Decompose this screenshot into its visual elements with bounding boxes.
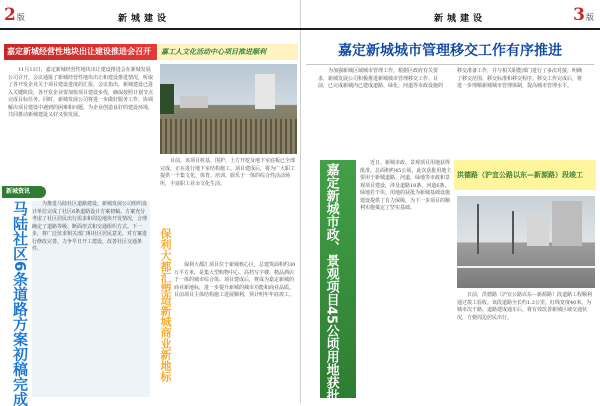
community-headline: 马陆社区6条道路方案初稿完成 — [11, 201, 29, 406]
road-headline: 洪德路（沪宜公路以东—新源路）段竣工 — [457, 171, 583, 179]
news-badge-label: 新城资讯 — [6, 188, 31, 195]
photo-rebar — [160, 119, 297, 154]
side-headline: 嘉定新城市政、景观项目45公顷用地获批 — [323, 163, 339, 403]
masthead: 新城建设 — [434, 14, 487, 24]
culture-headline-bar — [158, 44, 298, 60]
road-article-body: 日前，洪德路（沪宜公路以东—新源路）段道路工程顺利通过竣工验收。该段道路全长约1.2公里，红线宽度40米，为城市次干路。道路建成通车后，将有效改善新城区域交通状况，方便周边居民出行。 — [457, 292, 593, 321]
lead-headline: 嘉定新城经营性地块出让建设推进会召开 — [7, 47, 151, 56]
photo-building — [552, 201, 582, 246]
feature-headline: 保利大都汇塑造新城商业新地标 — [159, 228, 172, 382]
feature-article-body: 保利大都汇项目位于新城核心区，总建筑面积约30万平方米，是集大型购物中心、高档写字楼、精品酒店于一体的城市综合体。项目建成后，将成为嘉定新城的商业新地标，进一步提升新城的城市功能和商业品质。目前项目主体结构施工进展顺利，预计明年年底竣工。 — [174, 262, 296, 298]
photo-building — [527, 216, 549, 246]
lead-headline: 嘉定新城城市管理移交工作有序推进 — [338, 43, 562, 59]
culture-headline: 嘉工人文化活动中心项目推进顺利 — [161, 48, 266, 56]
lead-divider — [306, 64, 594, 65]
photo-street-lamp — [477, 204, 479, 254]
side-article-body: 近日，新城市政、景观项目用地获得批准，总面积约45公顷。此次获批用地主要用于新城道路、河道、绿地等市政和景观项目建设，涉及道路18条、河道6条、绿地若干块。用地的获批为新城基础设施建设提供了有力保障，为下一步项目的顺利实施奠定了坚实基础。 — [360, 160, 452, 211]
road-photo — [457, 196, 595, 288]
photo-street-lamp — [512, 211, 514, 254]
masthead: 新城建设 — [118, 14, 171, 24]
right-page — [300, 0, 600, 403]
culture-article-body: 目前，该项目桩基、围护、土方开挖及地下室底板已全部完成，正在进行地下室结构施工。项目建成后，将为广大职工提供一个集文化、体育、培训、娱乐于一体的综合性活动场所，丰富职工业余文化生活。 — [160, 158, 296, 187]
news-badge — [2, 186, 46, 198]
lead-headline-bar — [4, 44, 157, 60]
community-article-body: 为推进马陆社区道路建设，新城发展公司组织设计单位完成了社区6条道路设计方案初稿。方案充分考虑了社区居民出行需求和周边地块开发情况，合理确定了道路等级、断面形式和交通组织方式。下一步，将广泛征求相关部门和社区居民意见，对方案进行修改完善，力争早日开工建设，改善社区交通条件。 — [32, 201, 150, 397]
photo-building — [180, 96, 208, 108]
photo-building — [255, 74, 275, 109]
page-header — [0, 0, 300, 30]
lead-article-body: 为加强新城区域城市管理工作，根据区政府有关要求，新城发展公司积极推进新城城市管理移交工作。目前，已完成新城内已建成道路、绿化、河道等市政设施的移交准备工作，并与相关职能部门进行了多次对接，明确了移交范围、移交标准和移交程序。移交工作完成后，将进一步理顺新城城市管理体制，提高城市管理水平。 — [318, 68, 583, 89]
side-headline-box — [320, 160, 356, 403]
construction-photo — [160, 64, 297, 154]
lead-article-body: 11月13日，嘉定新城经营性地块出让建设推进会在新城发展公司召开。会议通报了新城经营性地块出让和建设推进情况，听取了各开发企业关于项目建设进度的汇报。会议指出，新城建设已进入关键阶段，各开发企业要加快项目建设步伐，确保按照计划节点完成目标任务。同时，新城发展公司将进一步做好服务工作，协调解决项目建设中遇到的困难和问题，为企业创造良好的建设环境，共同推动新城建设又好又快发展。 — [8, 67, 154, 118]
photo-road-marking — [457, 266, 595, 268]
page-number: 3版 — [573, 5, 594, 25]
page-header — [300, 0, 600, 30]
page-number: 2版 — [4, 5, 25, 25]
photo-tree — [160, 84, 174, 114]
road-headline-box — [454, 160, 596, 190]
